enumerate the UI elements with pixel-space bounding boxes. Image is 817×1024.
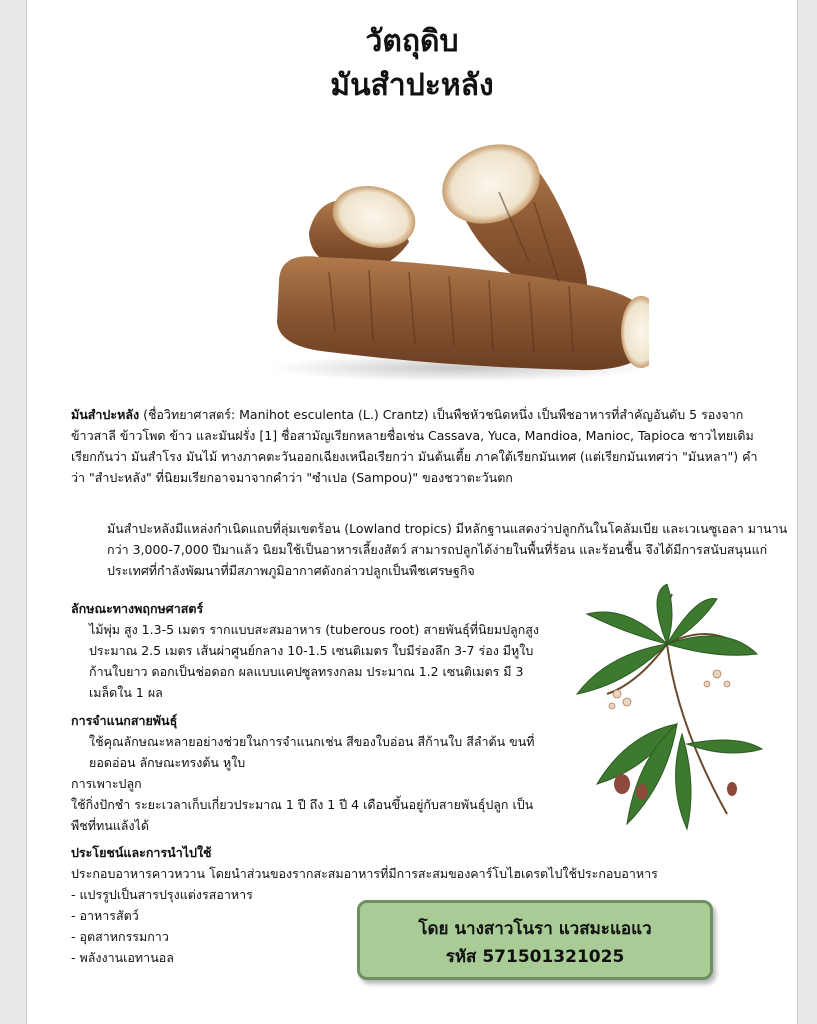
- student-id: รหัส 571501321025: [445, 947, 625, 967]
- planting-heading: การเพาะปลูก: [71, 776, 142, 791]
- uses-intro: ประกอบอาหารคาวหวาน โดยนำส่วนของรากสะสมอาหารที่มีการสะสมของคาร์โบไฮเดรตไปใช้ประกอบอาหาร: [71, 866, 658, 881]
- author-credit-box: [357, 900, 713, 980]
- varieties-text: ใช้คุณลักษณะหลายอย่างช่วยในการจำแนกเช่น สีของใบอ่อน สีก้านใบ สีลำต้น ขนที่ยอดอ่อน ลักษณะทรงต้น หูใบ: [89, 734, 535, 770]
- document-page: [26, 0, 798, 1024]
- intro-paragraph: [71, 404, 761, 488]
- title-line2: มันสำปะหลัง: [330, 68, 494, 103]
- author-name: โดย นางสาวโนรา แวสมะแอแว: [418, 919, 652, 939]
- varieties-heading: การจำแนกสายพันธุ์: [71, 713, 178, 728]
- botany-heading: ลักษณะทางพฤกษศาสตร์: [71, 601, 204, 616]
- intro-text: (ชื่อวิทยาศาสตร์: Manihot esculenta (L.) Crantz) เป็นพืชหัวชนิดหนึ่ง เป็นพืชอาหารที่สำคัญอันดับ 5 รองจากข้าวสาลี ข้าวโพด ข้าว และมันฝรั่ง [1] ชื่อสามัญเรียกหลายชื่อเช่น Cassava, Yuca, Mandioa, Manioc, Tapioca ชาวไทยเดิมเรียกกันว่า มันสำโรง มันไม้ ทางภาคตะวันออกเฉียงเหนือเรียกว่า มันต้นเตี้ย ภาคใต้เรียกมันเทศ (แต่เรียกมันเทศว่า "มันหลา") คำว่า "สำปะหลัง" ที่นิยมเรียกอาจมาจากคำว่า "ซำเปอ (Sampou)" ของชวาตะวันตก: [71, 407, 758, 485]
- uses-item: - พลังงานเอทานอล: [71, 950, 174, 965]
- varieties-section: [71, 710, 541, 836]
- planting-text: ใช้กิ่งปักชำ ระยะเวลาเก็บเกี่ยวประมาณ 1 ปี ถึง 1 ปี 4 เดือนขึ้นอยู่กับสายพันธุ์ปลูก เป็นพืชที่ทนแล้งได้: [71, 797, 534, 833]
- uses-item: - อาหารสัตว์: [71, 908, 139, 923]
- uses-item: - อุตสาหกรรมกาว: [71, 929, 169, 944]
- title-line1: วัตถุดิบ: [365, 24, 459, 59]
- intro-term: มันสำปะหลัง: [71, 407, 140, 422]
- botany-text: ไม้พุ่ม สูง 1.3-5 เมตร รากแบบสะสมอาหาร (tuberous root) สายพันธุ์ที่นิยมปลูกสูงประมาณ 2.5 เมตร เส้นผ่าศูนย์กลาง 10-1.5 เซนติเมตร ใบมีร่องลึก 3-7 ร่อง มีหูใบ ก้านใบยาว ดอกเป็นช่อดอก ผลแบบแคปซูลทรงกลม ประมาณ 1.2 เซนติเมตร มี 3 เมล็ดใน 1 ผล: [89, 622, 540, 700]
- botany-section: [71, 598, 541, 703]
- uses-heading: ประโยชน์และการนำไปใช้: [71, 845, 212, 860]
- origin-paragraph: มันสำปะหลังมีแหล่งกำเนิดแถบที่ลุ่มเขตร้อน (Lowland tropics) มีหลักฐานแสดงว่าปลูกกันในโคลัมเบีย และเวเนซูเอลา มานานกว่า 3,000-7,000 ปีมาแล้ว นิยมใช้เป็นอาหารเลี้ยงสัตว์ สามารถปลูกได้ง่ายในพื้นที่ร้อน และร้อนชื้น จึงได้มีการสนับสนุนแก่ประเทศที่กำลังพัฒนาที่มีสภาพภูมิอากาศดังกล่าวปลูกเป็นพืชเศรษฐกิจ: [107, 521, 788, 578]
- cassava-plant-illustration: [567, 584, 767, 834]
- cassava-root-image: [249, 132, 649, 390]
- uses-item: - แปรรูปเป็นสารปรุงแต่งรสอาหาร: [71, 887, 253, 902]
